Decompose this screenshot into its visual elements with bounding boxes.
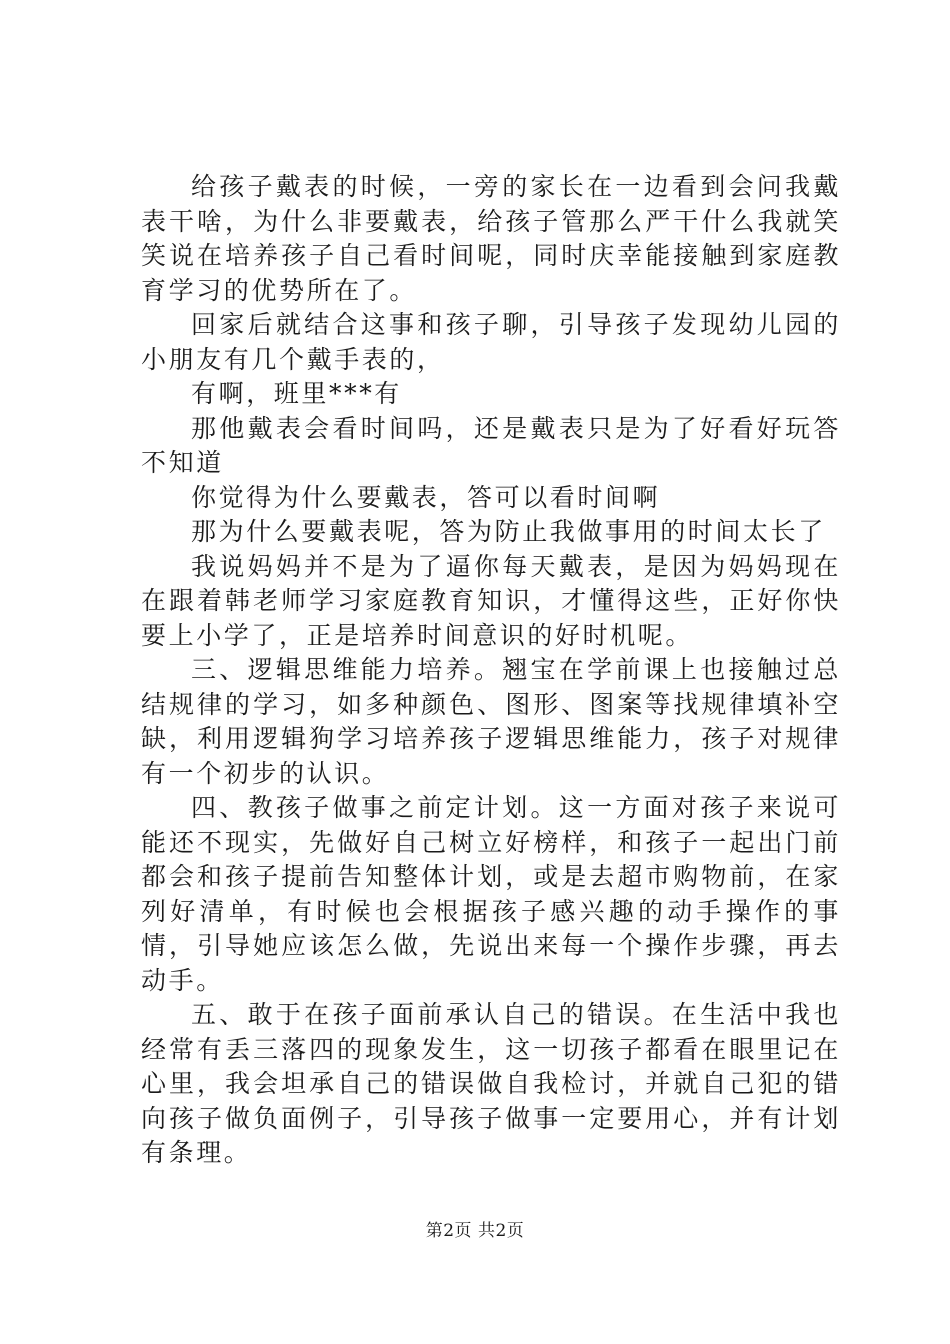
paragraph: 有啊，班里***有 xyxy=(191,379,402,408)
paragraph: 我说妈妈并不是为了逼你每天戴表，是因为妈妈现在在跟着韩老师学习家庭教育知识，才懂得这些，正好你快要上小学了，正是培养时间意识的好时机呢。 xyxy=(141,551,841,650)
paragraph: 三、逻辑思维能力培养。翘宝在学前课上也接触过总结规律的学习，如多种颜色、图形、图案等找规律填补空缺，利用逻辑狗学习培养孩子逻辑思维能力，孩子对规律有一个初步的认识。 xyxy=(141,655,841,788)
paragraph: 那他戴表会看时间吗，还是戴表只是为了好看好玩答不知道 xyxy=(141,413,841,477)
paragraph: 回家后就结合这事和孩子聊，引导孩子发现幼儿园的小朋友有几个戴手表的， xyxy=(141,310,841,374)
paragraph: 五、敢于在孩子面前承认自己的错误。在生活中我也经常有丢三落四的现象发生，这一切孩子都看在眼里记在心里，我会坦承自己的错误做自我检讨，并就自己犯的错向孩子做负面例子，引导孩子做事一定要用心，并有计划有条理。 xyxy=(141,1000,841,1167)
paragraph: 那为什么要戴表呢，答为防止我做事用的时间太长了 xyxy=(191,517,826,546)
page-number-footer: 第2页 共2页 xyxy=(425,1221,525,1241)
paragraph: 给孩子戴表的时候，一旁的家长在一边看到会问我戴表干啥，为什么非要戴表，给孩子管那么严干什么我就笑笑说在培养孩子自己看时间呢，同时庆幸能接触到家庭教育学习的优势所在了。 xyxy=(141,172,841,305)
paragraph: 你觉得为什么要戴表，答可以看时间啊 xyxy=(191,482,661,512)
document-body xyxy=(141,170,841,1171)
paragraph: 四、教孩子做事之前定计划。这一方面对孩子来说可能还不现实，先做好自己树立好榜样，和孩子一起出门前都会和孩子提前告知整体计划，或是去超市购物前，在家列好清单，有时候也会根据孩子感兴趣的动手操作的事情，引导她应该怎么做，先说出来每一个操作步骤，再去动手。 xyxy=(141,793,841,995)
